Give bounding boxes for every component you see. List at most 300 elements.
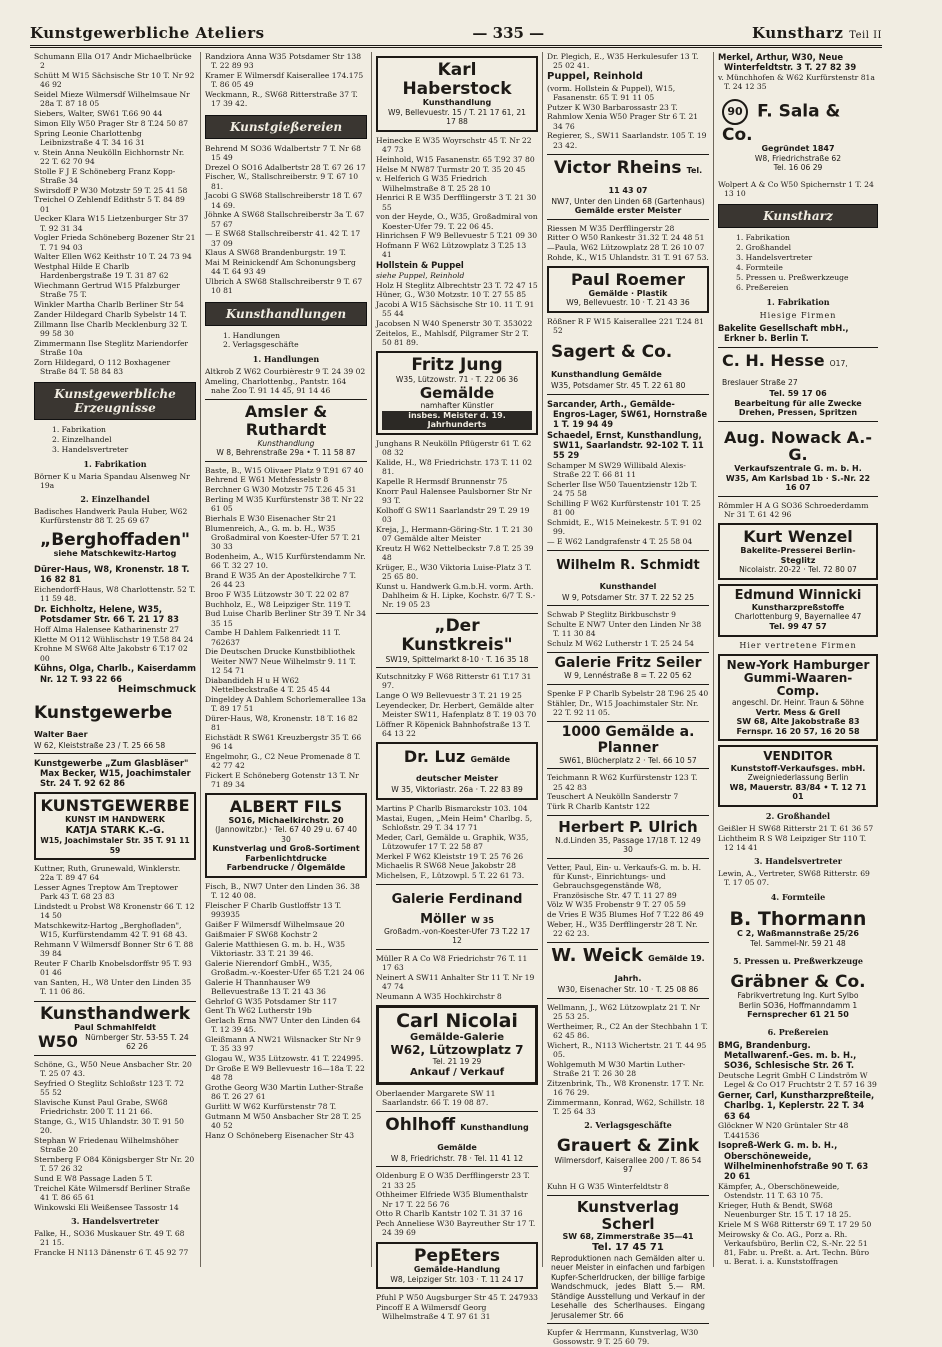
ad-address: W9, Bellevuestr. 10 · T. 21 43 36 [566,298,690,308]
directory-entry: Müller R A Co W8 Friedrichstr 76 T. 11 17 63 [376,953,528,973]
ad-albert-fils [205,793,367,878]
directory-entry: Broo F W35 Lützowstr 30 T. 22 02 87 [205,589,350,599]
ad-address: W 8, Behrenstraße 29a • T. 11 58 87 [216,448,356,458]
directory-entry: Rohde, K., W15 Uhlandstr. 31 T. 91 67 53. [547,252,709,262]
directory-entry: Kuttner, Ruth, Grunewald, Winklerstr. 22a T. 89 47 64 [34,864,181,883]
ad-title: C. H. Hesse [722,351,825,371]
ad-address: O17, Breslauer Straße 27 [722,359,848,388]
ad-name: KATJA STARK K.-G. [65,824,165,836]
ad-tel: (Jannowitzbr.) · Tel. 67 40 29 u. 67 40 30 [215,825,357,844]
directory-entry: — E W62 Landgrafenstr 4 T. 25 58 04 [547,537,693,547]
ad-weick [547,942,709,998]
subsection-note: Hier vertretene Firmen [739,640,857,650]
ad-line: Farbenlichtdrucke [245,853,327,863]
section-title: Kunstharz [718,204,878,228]
subsection-title: 5. Pressen u. Preßwerkzeuge [733,955,863,966]
ad-address: W 8, Friedrichstr. 78 · Tel. 11 41 12 [390,1153,524,1163]
directory-entry: Schamper M SW29 Willibald Alexis-Straße 22 T. 66 81 11 [547,461,686,480]
entry-list [547,689,709,717]
directory-entry: Geißler H SW68 Ritterstr 21 T. 61 36 57 [718,823,874,833]
header-right-text: Kunstharz [752,24,844,42]
directory-entry: Kutschnitzky F W68 Ritterstr 61 T.17 31 97. [376,672,532,691]
directory-entry: Riessen M W35 Derfflingerstr 28 [547,223,675,233]
entry-list [718,1040,878,1267]
directory-entry: Martins P Charlb Bismarckstr 103. 104 [376,803,528,813]
directory-entry: Heinecke E W35 Woyrschstr 45 T. Nr 22 47 73 [376,135,532,155]
directory-entry: Mastai, Eugen, „Mein Heim" Charlbg. 5, Schloßstr. 29 T. 34 17 71 [376,813,533,832]
directory-entry: Walter Ellen W62 Keithstr 10 T. 24 73 94 [34,252,192,262]
ad-amsler-ruthardt [205,399,367,461]
directory-entry: Stephan W Friedenau Wilhelmshöher Straße 20 [34,1135,179,1155]
column-5 [714,52,882,1267]
section-title: Kunstgießereien [205,115,367,139]
ad-owner: Walter Baer [34,730,88,740]
section-title: Kunsthandlungen [205,302,367,326]
directory-entry: Zitzenbrink, Th., W8 Kronenstr. 17 T. Nr. 16 76 29. [547,1078,705,1097]
directory-columns [30,52,882,1347]
directory-entry: Gent Th W62 Lutherstr 19b [205,1006,312,1016]
entry-list [718,824,878,852]
directory-entry: Wertheimer, R., C2 An der Stechbahn 1 T. 62 45 86. [547,1021,708,1040]
ad-title: VENDITOR [763,749,833,764]
subsection-title: 4. Formteile [770,891,826,902]
ad-address: W8, Leipziger Str. 103 · T. 11 24 17 [390,1274,524,1284]
directory-entry: Hoff Alma Halensee Katharinenstr 27 [34,624,179,634]
directory-entry: Glöckner W N20 Grüntaler Str 48 T.441536 [718,1121,849,1140]
entry-list [34,1060,196,1212]
ad-line: namhafter Künstler [420,401,494,411]
ad-tel: Tel. 99 47 57 [769,621,827,631]
directory-entry: de Vries E W35 Blumes Hof 7 T.22 86 49 [547,910,704,920]
directory-entry: Krieger, Huth & Bendt, SW68 Neuenburger Str. 15 T. 17 18 25. [718,1200,852,1220]
toc-item: 2. Großhandel [736,243,792,253]
directory-entry: Siebers, Walter, SW61 T.66 90 44 [34,109,163,118]
directory-entry: Slavische Kunst Paul Grabe, SW68 Friedrichstr. 200 T. 11 21 66. [34,1097,168,1117]
ad-kunstverlag-scherl [547,1195,709,1324]
directory-entry: Holz H Steglitz Albrechtstr 23 T. 72 47 15 [376,280,538,290]
ad-title: Gräbner & Co. [730,971,866,992]
ad-title: Edmund Winnicki [734,587,862,603]
directory-entry: Randziora Anna W35 Potsdamer Str 138 T. 22 89 93 [205,52,362,71]
directory-entry: Bodenheim, A., W15 Kurfürstendamm Nr. 66 T. 32 27 10. [205,551,366,571]
ad-kurt-wenzel [718,523,878,579]
section-toc [34,425,196,455]
ad-ohlhoff [376,1111,538,1167]
toc-item: 3. Handelsvertreter [736,253,813,263]
directory-entry: —Paula, W62 Lützowplatz 28 T. 26 10 07 [547,243,705,253]
ad-title: Kunstverlag Scherl [576,1198,680,1233]
column-4 [543,52,714,1347]
directory-entry: Oldenburg E O W35 Derfflingerstr 23 T. 21 33 25 [376,1171,530,1190]
entry-list [547,1328,709,1347]
ad-title: Wilhelm R. Schmidt [556,558,700,574]
ad-f-sala [718,96,878,176]
entry-list [205,144,367,296]
directory-entry: Winkler Martha Charlb Berliner Str 54 [34,300,184,309]
directory-entry: Zander Hildegard Charlb Sybelstr 14 T. [34,309,187,319]
column-1 [30,52,201,1267]
directory-entry: Fischer, W., Stallschreiberstr. 9 T. 67 10 81. [205,172,359,191]
ad-address: W9, Bellevuestr. 15 / T. 21 17 61, 21 17 88 [387,107,527,127]
entry: Kunstgewerbe „Zum Glasbläser" Max Becker, W15, Joachimstaler Str. 24 T. 92 62 86 [34,757,191,789]
ad-tel: Tel. 17 45 71 [592,1241,664,1253]
directory-entry: Schilling F W62 Kurfürstenstr 101 T. 25 81 00 [547,499,701,518]
ad-address-row [38,1033,192,1052]
ad-address: Nürnberger Str. 53-55 T. 24 62 26 [85,1032,189,1052]
directory-entry: Fisch, B., NW7 Unter den Linden 36. 38 T. 12 40 08. [205,882,360,901]
entry-list [376,136,538,260]
entry: siehe Puppel, Reinhold [376,270,465,280]
ad-subtitle: Kunsthandel [599,581,657,591]
header-left-title: Kunstgewerbliche Ateliers [30,24,265,42]
ad-tel: Fernspr. 16 20 57, 16 20 58 [736,726,860,736]
ad-address: Großadm.-von-Koester-Ufer 73 T.22 17 12 [383,926,531,946]
directory-entry: van Santen, H., W8 Unter den Linden 35 T. 11 06 86. [34,978,192,997]
directory-entry: Kämpfer, A., Oberschöneweide, Ostendstr. 11 T. 63 10 75. [718,1181,840,1201]
ad-line: Fabrikvertretung Ing. Kurt Sylbo [737,991,859,1001]
directory-entry: Gerlach Erna NW7 Unter den Linden 64 T. 12 39 45. [205,1016,361,1035]
directory-entry: Isopreß-Werk G. m. b. H., Oberschöneweide, Wilhelminenhofstraße 90 T. 63 20 61 [718,1140,869,1182]
directory-entry: Hofmann F W62 Lützowplatz 3 T.25 13 41 [376,241,527,260]
entry-list [547,224,709,263]
ad-title: „Der Kunstkreis" [401,616,513,655]
ad-district: W 35 [471,915,494,925]
directory-entry: Kuhn H G W35 Winterfeldtstr 8 [547,1181,669,1191]
directory-entry: Spring Leonie Charlottenbg Leibnizstraße 4 T. 34 16 31 [34,128,146,147]
ad-galerie-moller [376,884,538,950]
ad-address: Berlin SO36, Hoffmanndamm 1 [738,1000,858,1010]
entry-list [547,103,709,150]
directory-entry: Grothe Georg W30 Martin Luther-Straße 86 T. 26 27 61 [205,1082,364,1102]
directory-entry: Weber, H., W35 Derfflingerstr 28 T. Nr. 22 62 23. [547,919,698,939]
ad-line: Bearbeitung für alle Zwecke [734,398,862,408]
section-toc [718,233,878,292]
directory-entry: Lindstedt u Probst W8 Kronenstr 66 T. 12 14 50 [34,902,195,921]
directory-entry: Kunst u. Handwerk G.m.b.H. vorm. Arth. Dahlheim & H. Lipke, Kochstr. 6/7 T. S.-Nr. 19 05 23 [376,581,536,610]
directory-entry: Lesser Agnes Treptow Am Treptower Park 43 T. 68 23 83 [34,883,178,902]
directory-entry: — E SW68 Stallschreiberstr 41. 42 T. 17 37 09 [205,229,361,248]
directory-entry: Spenke F P Charlb Sybelstr 28 T.96 25 40 [547,688,709,698]
ad-tel: Tel. Sammel-Nr. 59 21 48 [750,939,846,949]
column-3 [372,52,543,1322]
directory-entry: Hüner, G., W30 Motzstr. 10 T. 27 55 85 [376,290,527,300]
ad-dr-luz [376,742,538,799]
directory-entry: Jöhnke A SW68 Stallschreiberstr 3a T. 67 57 67 [205,210,365,229]
ad-peteers [376,1242,538,1290]
directory-entry: Kapelle R Hermsdf Brunnenstr 75 [376,476,508,486]
directory-entry: Swirsdoff P W30 Motzstr 59 T. 25 41 58 [34,185,188,195]
ad-address: SW19, Spittelmarkt 8-10 · T. 16 35 18 [385,654,529,664]
directory-entry: Kreja, J., Hermann-Göring-Str. 1 T. 21 30 07 Gemälde alter Meister [376,524,533,543]
directory-entry: Sternberg F O84 Königsberger Str Nr. 20 T. 57 26 32 [34,1154,195,1174]
anniversary-badge-icon: 90 [722,99,748,125]
directory-entry: Glogau W., W35 Lützowstr. 41 T. 224995. [205,1054,364,1064]
ad-title: Paul Roemer [570,270,686,290]
ad-kunsthandwerk [34,1001,196,1056]
ad-line: Drehen, Pressen, Spritzen [738,408,858,418]
subsection-title: 2. Großhandel [765,810,831,821]
ad-title: Grauert & Zink [556,1136,700,1157]
ad-line: insbes. Meister d. 19. Jahrhunderts [382,411,532,430]
directory-entry: Stange, G., W15 Uhlandstr. 30 T. 91 50 20. [34,1116,184,1136]
ad-fritz-jung [376,351,538,434]
entry-list [547,610,709,648]
directory-entry: v. Stein Anna Neukölln Eichhornstr Nr. 22 T. 62 70 94 [34,147,185,166]
ad-subtitle: siehe Matschkewitz-Hartog [53,549,177,559]
directory-entry: Sund E W8 Passage Laden 5 T. [34,1173,153,1183]
directory-entry: von der Heyde, O., W35, Großadmiral von Koester-Ufer 79. T. 22 06 45. [376,212,538,231]
directory-entry: Kupfer & Herrmann, Kunstverlag, W30 Gossowstr. 9 T. 25 60 79. [547,1328,699,1347]
directory-entry: Rößner R F W15 Kaiserallee 221 T.24 81 52 [547,316,704,336]
ad-title: Karl Haberstock [402,60,512,99]
subsection-title: 1. Fabrikation [83,458,147,469]
directory-entry: Oberlaender Margarete SW 11 Saarlandstr. 66 T. 19 08 87. [376,1088,496,1107]
entry-list [34,472,196,491]
ad-edmund-winnicki [718,584,878,637]
directory-entry: Klaus A SW68 Brandenburgstr. 19 T. [205,248,346,258]
directory-entry: Weckmann, R., SW68 Ritterstraße 37 T. 17 39 42. [205,90,358,109]
directory-entry: Blumenreich, A., G. m. b. H., W35 Großadmiral von Koester-Ufer 57 T. 21 30 33 [205,523,361,552]
entry-list [205,52,367,109]
entry-list [547,52,709,71]
directory-entry: Meirowsky & Co. AG., Porz a. Rh. Verkaufsbüro, Berlin C2, S.-Nr. 22 51 81, Fabr. u. Preßt. a. Art. Techn. Büro u. Berat. i. a. Kunststoffragen [718,1229,870,1267]
directory-entry: Schaedel, Ernst, Kunsthandlung, SW11, Saarlandstr. 92-102 T. 11 55 29 [547,429,704,461]
subsection-title: 6. Preßereien [767,1026,829,1037]
ad-title: „Berghoffaden" [40,529,190,550]
ad-planner [547,721,709,769]
directory-entry: Neinert A SW11 Anhalter Str 11 T. Nr 19 47 74 [376,972,535,992]
directory-entry: Wichert, R., N113 Wichertstr. 21 T. 44 95 05. [547,1040,707,1059]
entry-list [34,564,196,684]
ad-title: Kunstgewerbe [34,702,173,723]
directory-entry: Uecker Klara W15 Lietzenburger Str 37 T. 92 31 34 [34,214,189,233]
directory-entry: Zillmann Ilse Charlb Mecklenburg 32 T. 99 58 30 [34,319,188,338]
directory-entry: Die Deutschen Drucke Kunstbibliothek Weiter NW7 Neue Wilhelmstr 9. 11 T. 12 54 71 [205,647,356,675]
toc-item: 5. Pressen u. Preßwerkzeuge [736,272,849,282]
ad-address: N.d.Linden 35, Passage 17/18 T. 12 49 30 [555,835,701,855]
ad-berghofladen [34,530,196,560]
toc-item: 2. Verlagsgeschäfte [223,340,299,350]
directory-entry: Francke H N113 Dänenstr 6 T. 45 92 77 [34,1247,189,1257]
entry-list [34,507,196,526]
ad-title: New-York Hamburger Gummi-Waaren-Comp. [726,657,870,698]
toc-item: 1. Fabrikation [736,233,790,243]
ad-wilhelm-schmidt [547,550,709,606]
directory-entry: Matschkewitz-Hartog „Berghofladen", W15, Kurfürstendamm 42 T. 91 68 43. [34,921,188,940]
directory-entry: Jacobsen N W40 Spenerstr 30 T. 353022 [376,319,533,329]
directory-entry: v. Helferich G W35 Friedrich Wilhelmstraße 8 T. 25 28 10 [376,174,491,193]
ad-title: Aug. Nowack A.-G. [724,427,872,465]
directory-entry: Seyfried O Steglitz Schloßstr 123 T. 72 55 52 [34,1078,184,1098]
entry-list [547,773,709,811]
directory-entry: Reuter F Charlb Knobelsdorffstr 95 T. 93 01 46 [34,959,192,978]
entry-list [547,317,709,336]
entry-list [376,954,538,1001]
directory-entry: Schulz M W62 Lutherstr 1 T. 25 24 54 [547,638,694,648]
entry: Hollstein & Puppel [376,260,464,271]
entry-list [205,367,367,395]
ad-title: F. Sala & Co. [722,101,841,145]
directory-entry: Neumann A W35 Hochkirchstr 8 [376,991,502,1001]
directory-entry: Winkowski Eli Weißensee Tassostr 14 [34,1202,179,1212]
directory-entry: Othheimer Elfriede W35 Blumenthalstr Nr 17 T. 22 56 76 [376,1190,528,1209]
directory-entry: Hanz O Schöneberg Eisenacher Str 43 [205,1130,355,1140]
directory-entry: Altkrob Z W62 Courbièrestr 9 T. 24 39 02 [205,367,366,377]
directory-entry: Ulbrich A SW68 Stallschreiberstr 9 T. 67 10 81 [205,277,363,296]
ad-title: KUNSTGEWERBE [40,796,190,816]
subsection-title: 2. Verlagsgeschäfte [584,1120,672,1131]
entry: Bakelite Gesellschaft mbH., Erkner b. Berlin T. [718,322,849,343]
directory-entry: Lewin, A., Vertreter, SW68 Ritterstr. 69 T. 17 05 07. [718,869,870,888]
ad-grauert-zink [547,1134,709,1178]
header-part: Teil II [849,30,882,41]
directory-entry: Wolpert A & Co W50 Spichernstr 1 T. 24 13 10 [718,179,874,199]
directory-entry: Fickert E Schöneberg Gotenstr 13 T. Nr 71 89 34 [205,770,359,789]
entry-list [34,864,196,997]
directory-entry: Galerie H Thannhauser W9 Bellevuestraße 13 T. 21 43 36 [205,977,326,996]
ad-haberstock [376,56,538,132]
ad-address: W35, Lützowstr. 71 · T. 22 06 36 [395,375,519,385]
directory-entry: Falke, H., SO36 Muskauer Str. 49 T. 68 21 15. [34,1228,185,1248]
ad-katja-stark [34,792,196,860]
directory-entry: Pfuhl P W50 Augsburger Str 45 T. 247933 [376,1293,539,1303]
column-2 [201,52,372,1267]
directory-entry: Galerie Matthiesen G. m. b. H., W35 Viktoriastr. 33 T. 21 39 46. [205,939,346,958]
ad-line: Gemälde-Galerie [410,1032,504,1044]
ad-title: Fritz Jung [411,355,503,376]
directory-entry: Dürer-Haus, W8, Kronenstr. 18 T. 16 82 81 [205,713,358,732]
ad-line: Kunststoff-Verkaufsges. mbH. [730,763,866,773]
directory-entry: Dingeldey A Dahlem Schorlemerallee 13a T. 89 17 51 [205,694,366,713]
directory-entry: Ameling, Charlottenbg., Pantstr. 164 nahe Zoo T. 91 14 45, 91 14 46 [205,376,347,396]
ad-paul-roemer [547,266,709,313]
entry-list [376,1293,538,1321]
ad-title: Kunsthandwerk [39,1003,191,1024]
directory-entry: Helse M NW87 Turmstr 20 T. 35 20 45 [376,164,526,174]
directory-entry: Teuschert A Neukölln Sanderstr 7 [547,792,679,802]
toc-item: 6. Preßereien [736,282,789,292]
entry-list [547,399,709,547]
directory-entry: Teichmann R W62 Kurfürstenstr 123 T. 25 42 83 [547,773,698,792]
directory-entry: Schütt M W15 Sächsische Str 10 T. Nr 92 46 92 [34,71,195,90]
ad-victor-rheins [547,154,709,220]
directory-entry: Deutsche Legrit GmbH C Lindström W Legel & Co O17 Fruchtstr 2 T. 57 16 39 [718,1071,877,1090]
entry: (vorm. Hollstein & Puppel), W15, Fasanenstr. 65 T. 91 11 05 [547,83,676,102]
entry-list [718,869,878,888]
ad-tel: Tel. 21 19 29 [432,1057,482,1067]
ad-address: W62, Lützowplatz 7 [390,1043,524,1058]
directory-entry: Simon Elly W50 Prager Str 8 T.24 50 87 [34,118,189,128]
ad-title: Carl Nicolai [396,1010,518,1033]
ad-address: SO16, Michaelkirchstr. 20 [228,815,344,825]
ad-district: W50 [38,1032,78,1052]
ad-title: PepEters [414,1245,500,1266]
directory-entry: Kramer E Wilmersdf Kaiserallee 174.175 T. 86 05 49 [205,71,364,90]
directory-entry: Drezel O SO16 Adalbertstr 28 T. 67 26 17 [205,162,366,172]
ad-subtitle: Gemälde erster Meister [574,206,682,216]
directory-entry: Merkel, Arthur, W30, Neue Winterfeldtstr. 3 T. 27 82 39 [718,52,857,73]
ad-address: Nicolaistr. 20-22 · Tel. 72 80 07 [739,565,857,575]
directory-entry: Stähler, Dr., W15 Joachimstaler Str. Nr. 22 T. 92 11 05. [547,698,699,717]
entry-list [718,501,878,520]
subsection-title: 3. Handelsvertreter [71,1215,159,1226]
directory-entry: BMG, Brandenburg. Metallwarenf.-Ges. m. b. H., SO36, Schlesische Str. 26 T. [718,1039,857,1071]
directory-entry: Gurlitt W W62 Kurfürstenstr 78 T. [205,1101,337,1111]
directory-entry: Westphal Hilde E Charlb Hardenbergstraße 19 T. 31 87 62 [34,262,169,281]
ad-b-thormann [718,906,878,952]
directory-entry: Sarcander, Arth., Gemälde-Engros-Lager, SW61, Hornstraße 1 T. 19 94 49 [547,398,708,430]
directory-entry: Wiechmann Gertrud W15 Pfalzburger Straße 75 T. [34,281,180,300]
ad-title: ALBERT FILS [229,797,343,817]
ad-line: Farbendrucke / Ölgemälde [226,863,346,873]
directory-entry: Kolhoff G SW11 Saarlandstr 29 T. 29 19 03 [376,505,530,524]
directory-entry: v. Münchhofen & W62 Kurfürstenstr 81a T. 24 12 35 [718,73,875,92]
ad-carl-nicolai [376,1005,538,1085]
entry-list [34,52,196,376]
ad-line: Ankauf / Verkauf [409,1066,505,1078]
entry-list [718,52,878,92]
ad-title: Sagert & Co. [551,342,673,363]
heimschmuck-label: Heimschmuck [117,684,196,696]
directory-entry: Börner K u Maria Spandau Alsenweg Nr 19a [34,471,190,490]
entry-list [547,1003,709,1117]
directory-entry: Gaißer F Wilmersdf Wilhelmsaue 20 [205,920,345,930]
directory-entry: Türk R Charlb Kantstr 122 [547,802,650,812]
entry-list [376,672,538,738]
ad-address: NW7, Unter den Linden 68 (Gartenhaus) [551,196,705,206]
directory-entry: Merkel F W62 Kleiststr 19 T. 25 76 26 [376,851,524,861]
page-number: — 335 — [472,24,545,42]
ad-title: Herbert P. Ulrich [558,818,698,837]
ad-line: angeschl. Dr. Heinr. Traun & Söhne [732,698,864,708]
directory-entry: Gleißmann A NW21 Wilsnacker Str Nr 9 T. 35 33 97 [205,1035,361,1054]
toc-item: 1. Fabrikation [52,425,106,434]
directory-entry: Berchner G W30 Motzstr 75 T.26 45 31 [205,485,357,495]
ad-kunstkreis [376,613,538,668]
directory-entry: Kriele M S W68 Ritterstr 69 T. 17 29 50 [718,1219,872,1229]
directory-entry: Vetter, Paul, Ein- u. Verkaufs-G. m. b. H. für Kunst-, Einrichtungs- und Gebrauchsgegenstände W8, Französische Str. 47 T. 11 27 89 [547,862,702,900]
directory-entry: Eichstädt R SW61 Kreuzbergstr 35 T. 66 96 14 [205,732,362,751]
subsection-title: 2. Einzelhandel [80,494,150,505]
directory-entry: Stolle F J E Schöneberg Franz Kopp-Straße 34 [34,166,176,185]
entry-list [376,804,538,881]
directory-entry: Berling M W35 Kurfürstenstr 38 T. Nr 22 61 05 [205,494,364,514]
directory-entry: Schöne, G., W50 Neue Ansbacher Str. 20 T. 25 07 43. [34,1059,192,1079]
directory-entry: Schmidt, E., W15 Meinekestr. 5 T. 91 02 99. [547,518,702,537]
ad-subtitle: Kunsthandlung [422,98,492,108]
ad-title: Dr. Luz [403,747,466,767]
directory-entry: Bud Luise Charlb Berliner Str 39 T. Nr 34 35 15 [205,609,366,628]
ad-line: Zweigniederlassung Berlin [747,773,849,783]
directory-entry: Kühns, Olga, Charlb., Kaiserdamm Nr. 12 T. 93 22 66 [34,663,196,684]
ad-address: W 9, Potsdamer Str. 37 T. 22 52 25 [561,592,695,602]
ad-address: W8, Friedrichstraße 62 [754,153,842,163]
directory-entry: Meder, Carl, Gemälde u. Graphik, W35, Lützowufer 17 T. 22 58 87 [376,832,529,851]
ad-herbert-ulrich [547,815,709,858]
ad-address: W8, Mauerstr. 83/84 • T. 12 71 01 [729,782,867,802]
ad-line: Vertr. Mess & Grell [755,707,841,717]
toc-item: 3. Handelsvertreter [52,444,129,454]
directory-entry: Badisches Handwerk Paula Huber, W62 Kurfürstenstr 88 T. 25 69 67 [34,507,188,526]
entry-list [34,1229,196,1257]
directory-entry: Jacobi A W15 Sächsische Str 10. 11 T. 91 55 44 [376,300,535,319]
directory-entry: Zorn Hildegard, O 112 Boxhagener Straße 84 T. 58 84 83 [34,357,171,376]
ad-title: Kurt Wenzel [743,527,853,547]
directory-entry: Regierer, S., SW11 Saarlandstr. 105 T. 19 23 42. [547,131,707,150]
directory-entry: Schumann Ella O17 Andr Michaelbrücke 2 [34,52,192,71]
entry-list [205,466,367,790]
directory-entry: Dürer-Haus, W8, Kronenstr. 18 T. 16 82 81 [34,563,190,585]
